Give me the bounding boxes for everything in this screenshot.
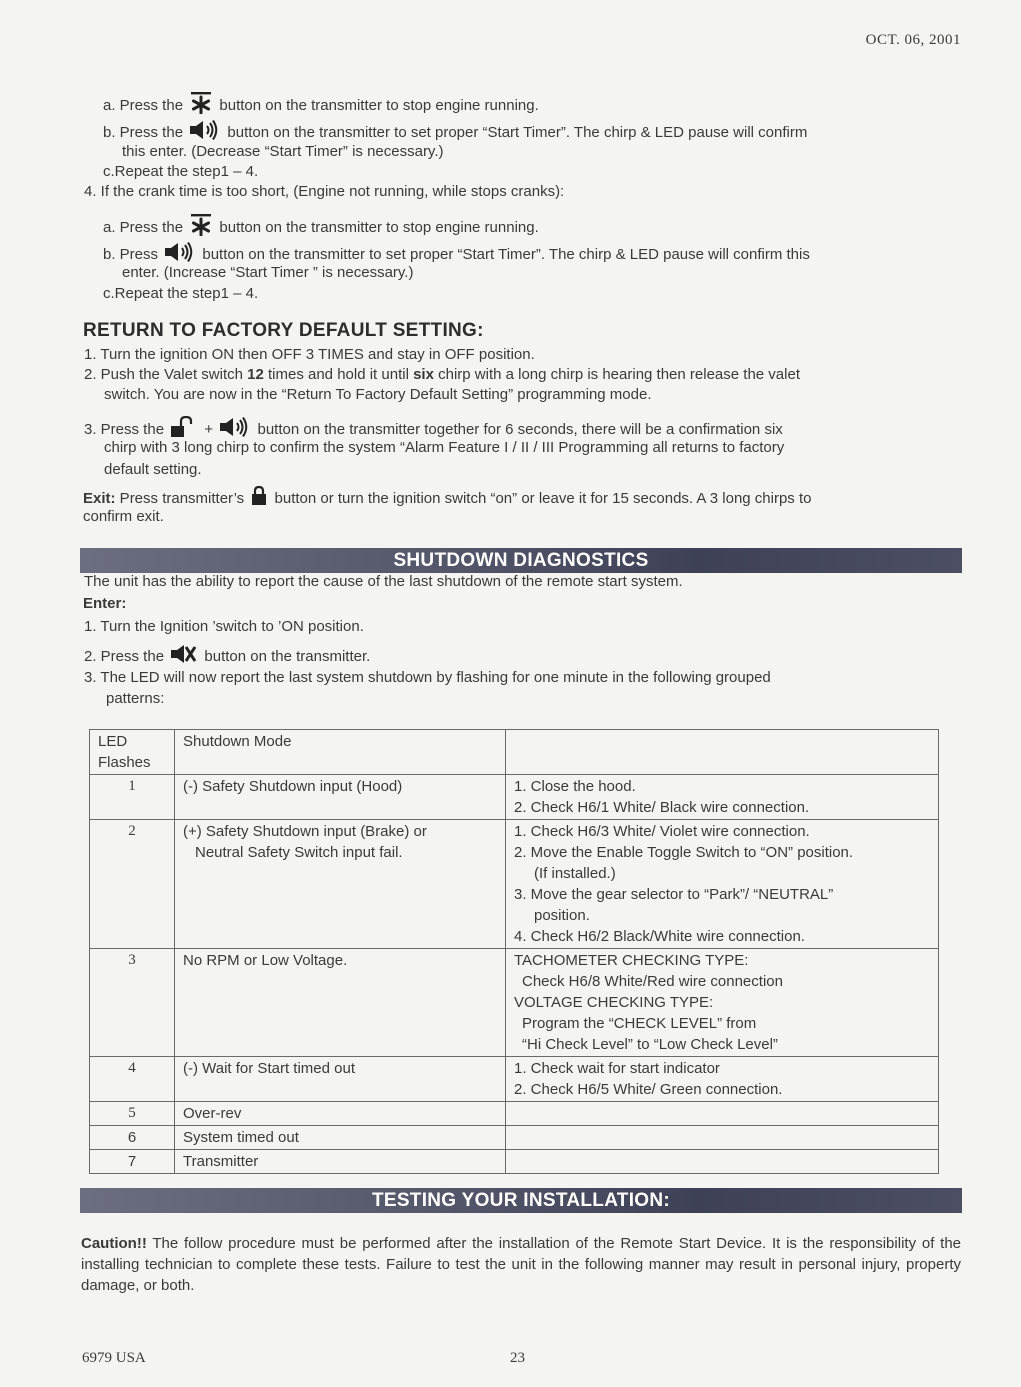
shutdown-diagnostics-banner: SHUTDOWN DIAGNOSTICS <box>80 548 962 573</box>
factory-reset-exit: Exit: Press transmitter’s button or turn the ignition switch “on” or leave it for 15 seconds. A 3 long chirps to <box>83 486 811 512</box>
table-row <box>90 820 939 949</box>
lock-icon <box>251 486 267 512</box>
table-row <box>90 1102 939 1126</box>
header-shutdown-mode: Shutdown Mode <box>175 730 506 775</box>
document-date: OCT. 06, 2001 <box>865 32 961 48</box>
start-asterisk-icon <box>190 92 212 120</box>
header-led-flashes: LED Flashes <box>90 730 175 775</box>
shutdown-mode: (-) Wait for Start timed out <box>175 1057 506 1102</box>
remedy <box>506 1126 939 1150</box>
flash-count: 7 <box>90 1150 175 1174</box>
shutdown-mode: No RPM or Low Voltage. <box>175 949 506 1057</box>
factory-reset-step-2-cont: switch. You are now in the “Return To Factory Default Setting” programming mode. <box>104 386 652 403</box>
shutdown-mode: Transmitter <box>175 1150 506 1174</box>
start-asterisk-icon <box>190 214 212 242</box>
factory-reset-step-2: 2. Push the Valet switch 12 times and hold it until six chirp with a long chirp is hearing then release the valet <box>84 366 800 383</box>
table-row <box>90 949 939 1057</box>
table-header-row <box>90 730 939 775</box>
factory-reset-step-3: 3. Press the + button on the transmitter together for 6 seconds, there will be a confirmation six <box>84 416 783 444</box>
flash-count: 2 <box>90 820 175 949</box>
remedy: TACHOMETER CHECKING TYPE: Check H6/8 White/Red wire connection VOLTAGE CHECKING TYPE: Program the “CHECK LEVEL” from “Hi Check Level” to “Low Check Level” <box>506 949 939 1057</box>
flash-count: 4 <box>90 1057 175 1102</box>
shutdown-diagnostics-table <box>89 729 939 1174</box>
timer-step-a1: a. Press the button on the transmitter to stop engine running. <box>103 92 539 120</box>
page-number: 23 <box>510 1350 525 1366</box>
shutdown-mode: (+) Safety Shutdown input (Brake) or Neutral Safety Switch input fail. <box>175 820 506 949</box>
factory-reset-step-1: 1. Turn the ignition ON then OFF 3 TIMES and stay in OFF position. <box>84 346 535 363</box>
flash-count: 6 <box>90 1126 175 1150</box>
timer-step-b1-cont: this enter. (Decrease “Start Timer” is necessary.) <box>122 143 444 160</box>
mute-speaker-icon <box>171 644 197 670</box>
flash-count: 5 <box>90 1102 175 1126</box>
shutdown-mode: System timed out <box>175 1126 506 1150</box>
shutdown-enter-label: Enter: <box>83 595 127 612</box>
testing-caution-paragraph: Caution!! The follow procedure must be performed after the installation of the Remote Start Device. It is the responsibility of the installing technician to complete these tests. Failure to test the unit in the following manner may result in personal injury, property damage, or both. <box>81 1235 961 1294</box>
factory-reset-heading: RETURN TO FACTORY DEFAULT SETTING: <box>83 320 484 341</box>
timer-step-b2-cont: enter. (Increase “Start Timer ” is necessary.) <box>122 264 414 281</box>
shutdown-mode: Over-rev <box>175 1102 506 1126</box>
factory-reset-step-3-cont2: default setting. <box>104 461 202 478</box>
factory-reset-step-3-cont1: chirp with 3 long chirp to confirm the system “Alarm Feature I / II / III Programming all returns to factory <box>104 439 785 456</box>
remedy: 1. Close the hood. 2. Check H6/1 White/ Black wire connection. <box>506 775 939 820</box>
flash-count: 3 <box>90 949 175 1057</box>
testing-installation-banner: TESTING YOUR INSTALLATION: <box>80 1188 962 1213</box>
flash-count: 1 <box>90 775 175 820</box>
timer-step-b1: b. Press the button on the transmitter to set proper “Start Timer”. The chirp & LED pause will confirm <box>103 120 807 146</box>
factory-reset-exit-cont: confirm exit. <box>83 508 164 525</box>
shutdown-step-3-cont: patterns: <box>106 690 165 707</box>
timer-step-c2: c.Repeat the step1 – 4. <box>103 285 259 302</box>
remedy <box>506 1102 939 1126</box>
shutdown-mode: (-) Safety Shutdown input (Hood) <box>175 775 506 820</box>
timer-step-a2: a. Press the button on the transmitter to stop engine running. <box>103 214 539 242</box>
table-row <box>90 1057 939 1102</box>
table-row <box>90 1150 939 1174</box>
shutdown-step-1: 1. Turn the Ignition ’switch to ’ON position. <box>84 618 364 635</box>
shutdown-step-3: 3. The LED will now report the last system shutdown by flashing for one minute in the following grouped <box>84 669 771 686</box>
footer-code: 6979 USA <box>82 1350 146 1366</box>
timer-step-b2: b. Press button on the transmitter to set proper “Start Timer”. The chirp & LED pause will confirm this <box>103 242 810 268</box>
shutdown-step-2: 2. Press the button on the transmitter. <box>84 644 370 670</box>
timer-step-c1: c.Repeat the step1 – 4. <box>103 163 259 180</box>
remedy: 1. Check H6/3 White/ Violet wire connection. 2. Move the Enable Toggle Switch to “ON” position. (If installed.) 3. Move the gear selector to “Park”/ “NEUTRAL” position. 4. Check H6/2 Black/White wire connection. <box>506 820 939 949</box>
table-row <box>90 775 939 820</box>
remedy: 1. Check wait for start indicator 2. Check H6/5 White/ Green connection. <box>506 1057 939 1102</box>
table-row <box>90 1126 939 1150</box>
shutdown-intro: The unit has the ability to report the cause of the last shutdown of the remote start system. <box>84 573 683 590</box>
header-remedy <box>506 730 939 775</box>
timer-item-4: 4. If the crank time is too short, (Engine not running, while stops cranks): <box>84 183 565 200</box>
remedy <box>506 1150 939 1174</box>
